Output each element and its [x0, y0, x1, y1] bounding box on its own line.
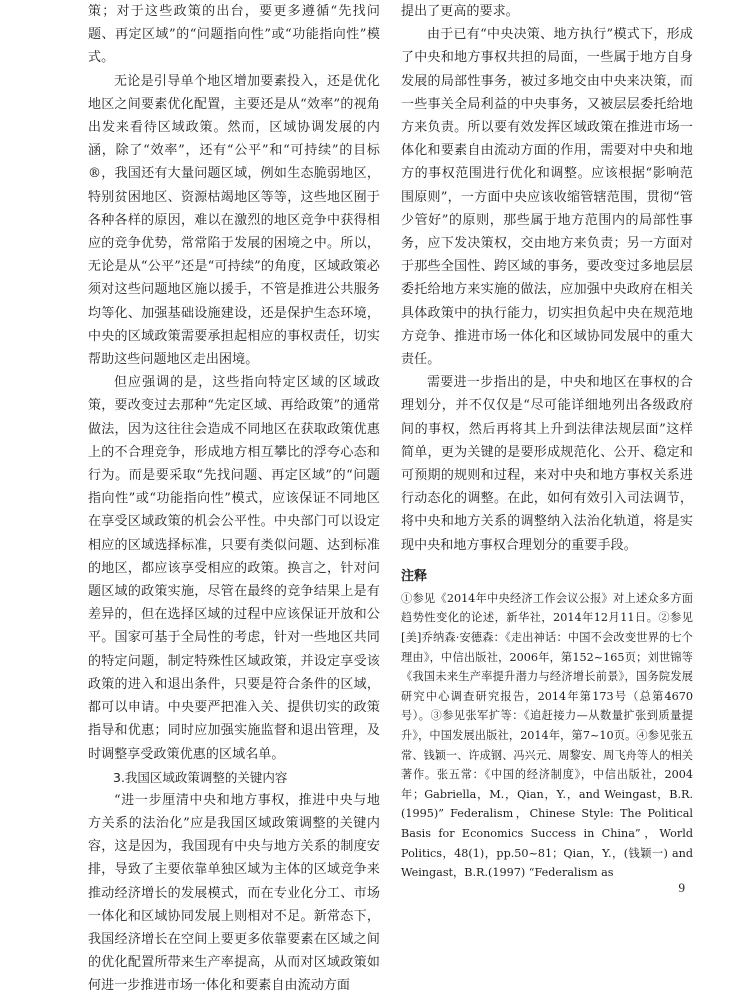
paragraph: 需要进一步指出的是，中央和地区在事权的合理划分，并不仅仅是“尽可能详细地列出各级政府间的事权，然后再将其上升到法律法规层面”这样简单，更为关键的是要形成规范化、公开、稳定和可预期的规则和过程，来对中央和地方事权关系进行动态化的调整。在此，如何有效引入司法调节，将中央和地方关系的调整纳入法治化轨道，将是实现中央和地方事权合理划分的重要手段。 [401, 375, 693, 553]
section-heading: 3.我国区域政策调整的关键内容 [113, 769, 288, 785]
paragraph: “进一步厘清中央和地方事权，推进中央与地方关系的法治化”应是我国区域政策调整的关键内容，这是因为，我国现有中央与地方关系的制度安排，导致了主要依靠单独区域为主体的区域竞争来推动经济增长的发展模式，而在专业化分工、市场一体化和区域协同发展上则相对不足。新常态下，我国经济增长在空间上要更多依靠要素在区域之间的优化配置所带来生产率提高，从而对区域政策如何进一步推进市场一体化和要素自由流动方面 [88, 792, 380, 994]
right-column [401, 0, 693, 883]
footnotes: ①参见《2014年中央经济工作会议公报》对上述众多方面趋势性变化的论述，新华社，2014年12月11日。②参见[美]乔纳森·安德森：《走出神话：中国不会改变世界的七个理由》，中信出版社，2006年，第152~165页；刘世锦等《我国未来生产率提升潜力与经济增长前景》，国务院发展研究中心调查研究报告，2014年第173号（总第4670号）。③参见张军扩等：《追赶接力—从数量扩张到质量提升》，中国发展出版社，2014年，第7~10页。④参见张五常、钱颖一、许成钢、冯兴元、周黎安、周飞舟等人的相关著作。张五常：《中国的经济制度》，中信出版社，2004 年；Gabriella，M.，Qian，Y.，and Weingast，B.R.(1995)” Federalism，Chinese Style: The Political Basis for Economics Success in China”，World Politics，48(1)，pp.50~81；Qian，Y.，(钱颖一) and Weingast，B.R.(1997) “Federalism as [401, 591, 693, 880]
page-number: 9 [678, 880, 685, 895]
paragraph: 提出了更高的要求。 [401, 4, 519, 19]
left-column [88, 0, 380, 998]
paragraph: 无论是引导单个地区增加要素投入，还是优化地区之间要素优化配置，主要还是从“效率”的视角出发来看待区域政策。然而，区域协调发展的内涵，除了“效率”，还有“公平”和“可持续”的目标®，我国还有大量问题区域，例如生态脆弱地区，特别贫困地区、资源枯竭地区等等，这些地区囿于各种各样的原因，难以在激烈的地区竞争中获得相应的竞争优势，常常陷于发展的困境之中。所以，无论是从“公平”还是“可持续”的角度，区域政策必须对这些问题地区施以援手，不管是推进公共服务均等化、加强基础设施建设，还是保护生态环境，中央的区域政策需要承担起相应的事权责任，切实帮助这些问题地区走出困境。 [88, 73, 380, 368]
paragraph: 但应强调的是，这些指向特定区域的区域政策，要改变过去那种“先定区域、再给政策”的通常做法，因为这往往会造成不同地区在获取政策优惠上的不合理竞争，形成地方相互攀比的浮夸心态和行为。而是要采取“先找问题、再定区域”的“问题指向性”或“功能指向性”模式，应该保证不同地区在享受区域政策的机会公平性。中央部门可以设定相应的区域选择标准，只要有类似问题、达到标准的地区，都应该享受相应的政策。换言之，针对问题区域的政策实施，尽管在最终的竞争结果上是有差异的，但在选择区域的过程中应该保证开放和公平。国家可基于全局性的考虑，针对一些地区共同的特定问题，制定特殊性区域政策，并设定享受该政策的进入和退出条件，只要是符合条件的区域，都可以申请。中央要严把准入关、提供切实的政策指导和优惠；同时应加强实施监督和退出管理，及时调整享受政策优惠的区域名单。 [88, 375, 380, 762]
paragraph: 策；对于这些政策的出台，要更多遵循“先找问题、再定区域”的“问题指向性”或“功能指向性”模式。 [88, 4, 380, 66]
notes-heading: 注释 [401, 568, 428, 584]
paragraph: 由于已有“中央决策、地方执行”模式下，形成了中央和地方事权共担的局面，一些属于地方自身发展的局部性事务，被过多地交由中央来决策，而一些事关全局利益的中央事务，又被层层委托给地方来负责。所以要有效发挥区域政策在推进市场一体化和要素自由流动方面的作用，需要对中央和地方的事权范围进行优化和调整。应该根据“影响范围原则”，一方面中央应该收缩管辖范围，贯彻“管少管好”的原则，那些属于地方范围内的局部性事务，应下发决策权，交由地方来负责；另一方面对于那些全国性、跨区域的事务，要改变过多地层层委托给地方来实施的做法，应加强中央政府在相关具体政策中的执行能力，切实担负起中央在规范地方竞争、推进市场一体化和区域协同发展中的重大责任。 [401, 27, 693, 368]
